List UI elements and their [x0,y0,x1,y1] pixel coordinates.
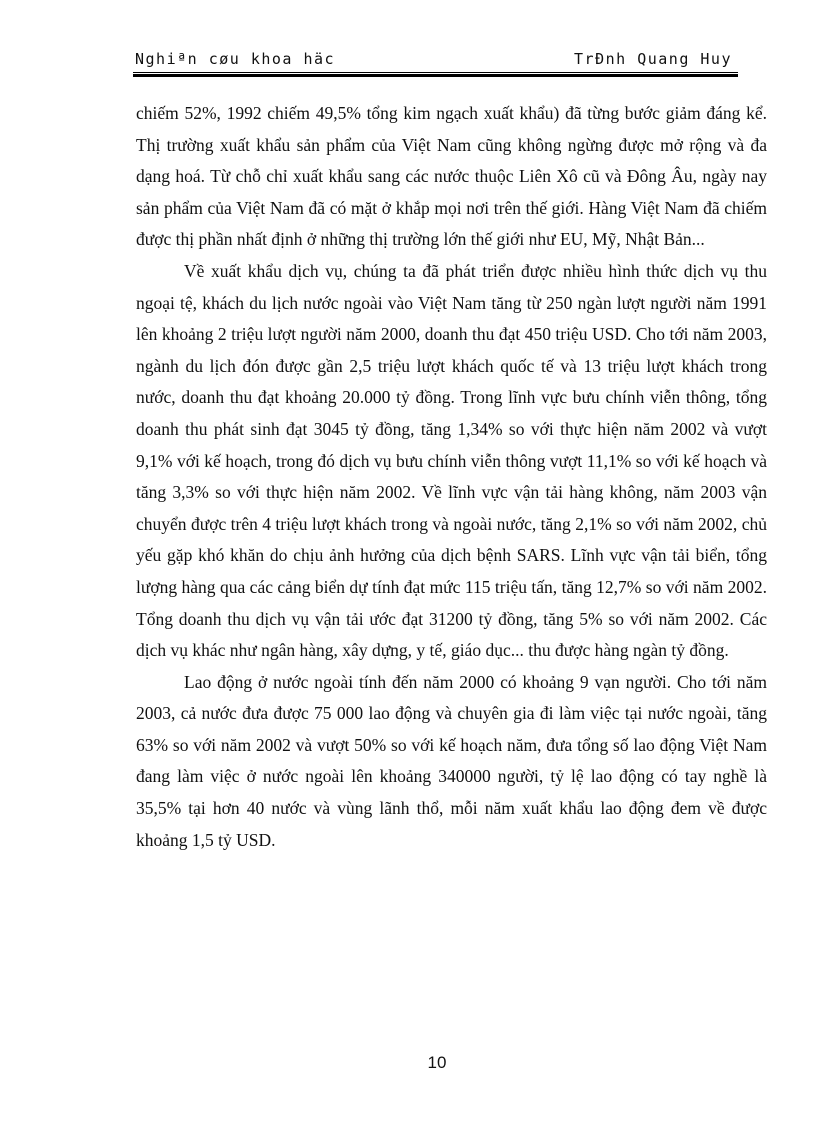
running-header [133,46,738,72]
body-text [136,98,767,856]
header-rule-thin [133,72,738,73]
header-author: TrÐnh Quang Huy [574,50,732,68]
paragraph-labor-exports: Lao động ở nước ngoài tính đến năm 2000 có khoảng 9 vạn người. Cho tới năm 2003, cả nước đưa được 75 000 lao động và chuyên gia đi làm việc tại nước ngoài, tăng 63% so với năm 2002 và vượt 50% so với kế hoạch năm, đưa tổng số lao động Việt Nam đang làm việc ở nước ngoài lên khoảng 340000 người, tỷ lệ lao động có tay nghề là 35,5% tại hơn 40 nước và vùng lãnh thổ, mỗi năm xuất khẩu lao động đem về được khoảng 1,5 tỷ USD. [136,671,767,850]
paragraph-continued: chiếm 52%, 1992 chiếm 49,5% tổng kim ngạch xuất khẩu) đã từng bước giảm đáng kể. Thị trường xuất khẩu sản phẩm của Việt Nam cũng không ngừng được mở rộng và đa dạng hoá. Từ chỗ chỉ xuất khẩu sang các nước thuộc Liên Xô cũ và Đông Âu, ngày nay sản phẩm của Việt Nam đã có mặt ở khắp mọi nơi trên thế giới. Hàng Việt Nam đã chiếm được thị phần nhất định ở những thị trường lớn thế giới như EU, Mỹ, Nhật Bản... [136,103,767,250]
header-rule-thick [133,74,738,77]
paragraph-service-exports: Về xuất khẩu dịch vụ, chúng ta đã phát triển được nhiều hình thức dịch vụ thu ngoại tệ, khách du lịch nước ngoài vào Việt Nam tăng từ 250 ngàn lượt người năm 1991 lên khoảng 2 triệu lượt người năm 2000, doanh thu đạt 450 triệu USD. Cho tới năm 2003, ngành du lịch đón được gần 2,5 triệu lượt khách quốc tế và 13 triệu lượt khách trong nước, doanh thu đạt khoảng 20.000 tỷ đồng. Trong lĩnh vực bưu chính viễn thông, tổng doanh thu phát sinh đạt 3045 tỷ đồng, tăng 1,34% so với thực hiện năm 2002 và vượt 9,1% với kế hoạch, trong đó dịch vụ bưu chính viễn thông vượt 11,1% so với kế hoạch và tăng 3,3% so với thực hiện năm 2002. Về lĩnh vực vận tải hàng không, năm 2003 vận chuyển được trên 4 triệu lượt khách trong và ngoài nước, tăng 2,1% so với năm 2002, chủ yếu gặp khó khăn do chịu ảnh hưởng của dịch bệnh SARS. Lĩnh vực vận tải biển, tổng lượng hàng qua các cảng biển dự tính đạt mức 115 triệu tấn, tăng 12,7% so với năm 2002. Tổng doanh thu dịch vụ vận tải ước đạt 31200 tỷ đồng, tăng 5% so với năm 2002. Các dịch vụ khác như ngân hàng, xây dựng, y tế, giáo dục... thu được hàng ngàn tỷ đồng. [136,260,767,661]
header-title: Nghiªn cøu khoa häc [135,50,336,68]
page-number: 10 [427,1053,447,1072]
